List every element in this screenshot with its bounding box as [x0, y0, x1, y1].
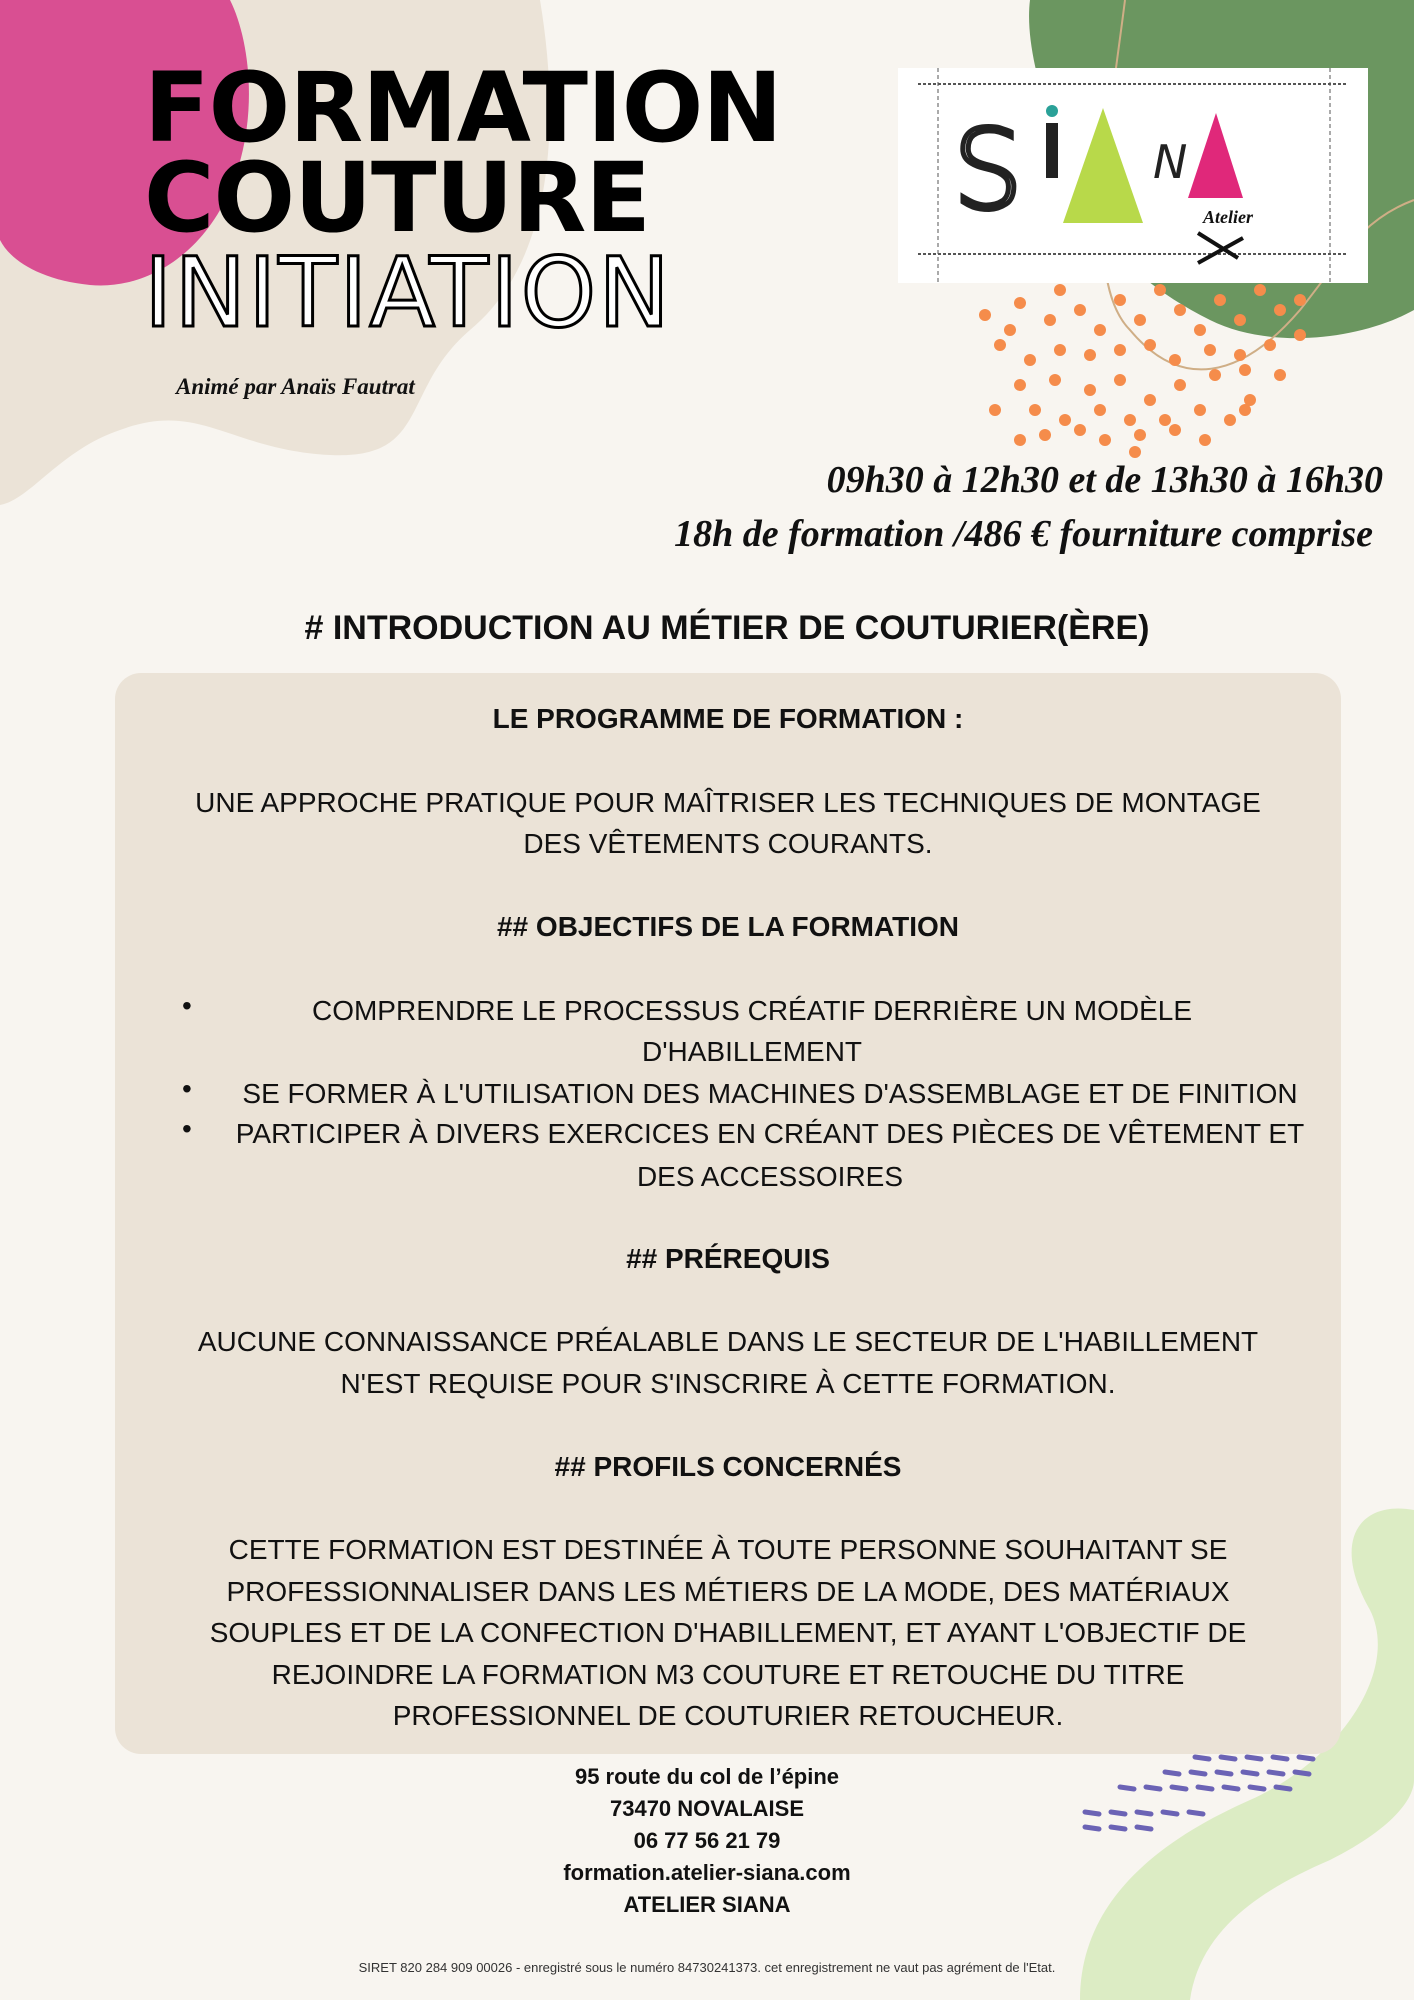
orange-dot: [1194, 404, 1206, 416]
siana-logo: [898, 68, 1368, 283]
orange-dot: [1134, 429, 1146, 441]
contact-website[interactable]: formation.atelier-siana.com: [563, 1860, 851, 1885]
orange-dot: [1129, 446, 1141, 458]
orange-dot: [1174, 304, 1186, 316]
orange-dot: [989, 404, 1001, 416]
purple-dash: [1273, 1757, 1287, 1759]
profiles-text: PROFESSIONNEL DE COUTURIER RETOUCHEUR.: [392, 1700, 1064, 1731]
orange-dot: [1074, 424, 1086, 436]
purple-dash: [1195, 1757, 1209, 1759]
orange-dot: [1174, 379, 1186, 391]
orange-dot: [1084, 349, 1096, 361]
orange-dot: [1274, 369, 1286, 381]
orange-dot: [1049, 374, 1061, 386]
orange-dot: [1239, 364, 1251, 376]
orange-dot: [1199, 434, 1211, 446]
orange-dot: [1234, 314, 1246, 326]
orange-dot: [1044, 314, 1056, 326]
profiles-text: PROFESSIONNALISER DANS LES MÉTIERS DE LA MODE, DES MATÉRIAUX: [226, 1576, 1230, 1607]
main-heading: # INTRODUCTION AU MÉTIER DE COUTURIER(ÈRE): [304, 609, 1150, 647]
contact-company: ATELIER SIANA: [623, 1892, 791, 1917]
orange-dot: [1274, 304, 1286, 316]
orange-dot: [1264, 339, 1276, 351]
schedule-hours: 09h30 à 12h30 et de 13h30 à 16h30: [826, 459, 1383, 501]
profiles-title: ## PROFILS CONCERNÉS: [554, 1451, 902, 1482]
objective-item: D'HABILLEMENT: [641, 1036, 863, 1067]
orange-dot: [1094, 324, 1106, 336]
prereq-title: ## PRÉREQUIS: [626, 1243, 830, 1274]
orange-dot: [1144, 339, 1156, 351]
svg-text:Atelier: Atelier: [1203, 207, 1253, 227]
orange-dot: [1154, 284, 1166, 296]
orange-dot: [1084, 384, 1096, 396]
orange-dot: [1059, 414, 1071, 426]
orange-dot: [1209, 369, 1221, 381]
objective-item: DES ACCESSOIRES: [636, 1161, 904, 1192]
svg-text:N: N: [1153, 135, 1188, 189]
orange-dot: [1014, 434, 1026, 446]
contact-address: 95 route du col de l’épine: [574, 1764, 840, 1789]
orange-dot: [994, 339, 1006, 351]
orange-dot: [1024, 354, 1036, 366]
orange-dot: [1294, 294, 1306, 306]
orange-dot: [1099, 434, 1111, 446]
orange-dot: [1294, 329, 1306, 341]
bullet: •: [182, 1113, 192, 1144]
prereq-text: AUCUNE CONNAISSANCE PRÉALABLE DANS LE SECTEUR DE L'HABILLEMENT: [197, 1326, 1259, 1357]
orange-dot: [1014, 379, 1026, 391]
objective-item: SE FORMER À L'UTILISATION DES MACHINES D'ASSEMBLAGE ET DE FINITION: [242, 1078, 1298, 1109]
bullet: •: [182, 990, 192, 1021]
orange-dot: [1039, 429, 1051, 441]
schedule-price: 18h de formation /486 € fourniture comprise: [674, 513, 1373, 555]
contact-city: 73470 NOVALAISE: [609, 1796, 804, 1821]
orange-dot: [1094, 404, 1106, 416]
orange-dot: [1004, 324, 1016, 336]
orange-dot: [979, 309, 991, 321]
title-initiation: INITIATION: [144, 237, 672, 349]
orange-dot: [1224, 414, 1236, 426]
objectives-title: ## OBJECTIFS DE LA FORMATION: [496, 911, 960, 942]
orange-dot: [1169, 424, 1181, 436]
orange-dot: [1114, 374, 1126, 386]
orange-dot: [1239, 404, 1251, 416]
orange-dot: [1134, 314, 1146, 326]
title-couture: COUTURE: [144, 142, 650, 254]
profiles-text: CETTE FORMATION EST DESTINÉE À TOUTE PERSONNE SOUHAITANT SE: [228, 1534, 1228, 1565]
prereq-text: N'EST REQUISE POUR S'INSCRIRE À CETTE FORMATION.: [340, 1368, 1116, 1399]
orange-dot: [1124, 414, 1136, 426]
program-intro: DES VÊTEMENTS COURANTS.: [523, 828, 933, 859]
orange-dot: [1114, 344, 1126, 356]
orange-dot: [1254, 284, 1266, 296]
profiles-text: REJOINDRE LA FORMATION M3 COUTURE ET RETOUCHE DU TITRE: [271, 1659, 1185, 1690]
orange-dot: [1074, 304, 1086, 316]
orange-dot: [1204, 344, 1216, 356]
objective-item: PARTICIPER À DIVERS EXERCICES EN CRÉANT DES PIÈCES DE VÊTEMENT ET: [235, 1118, 1305, 1149]
purple-dash: [1247, 1757, 1261, 1759]
orange-dot: [1194, 324, 1206, 336]
legal-notice: SIRET 820 284 909 00026 - enregistré sous le numéro 84730241373. cet enregistrement ne vaut pas agrément de l'Etat.: [358, 1960, 1056, 1975]
objective-item: COMPRENDRE LE PROCESSUS CRÉATIF DERRIÈRE UN MODÈLE: [311, 995, 1193, 1026]
orange-dot: [1234, 349, 1246, 361]
orange-dot: [1114, 294, 1126, 306]
bullet: •: [182, 1073, 192, 1104]
orange-dot: [1014, 297, 1026, 309]
program-title: LE PROGRAMME DE FORMATION :: [492, 703, 964, 734]
orange-dot: [1054, 284, 1066, 296]
profiles-text: SOUPLES ET DE LA CONFECTION D'HABILLEMENT, ET AYANT L'OBJECTIF DE: [209, 1617, 1247, 1648]
orange-dot: [1169, 354, 1181, 366]
orange-dot: [1054, 344, 1066, 356]
purple-dash: [1221, 1757, 1235, 1759]
title-formation: FORMATION: [144, 52, 782, 164]
purple-dash: [1299, 1757, 1313, 1759]
instructor: Animé par Anaïs Fautrat: [176, 374, 415, 399]
orange-dot: [1214, 294, 1226, 306]
contact-phone[interactable]: 06 77 56 21 79: [633, 1828, 781, 1853]
program-intro: UNE APPROCHE PRATIQUE POUR MAÎTRISER LES TECHNIQUES DE MONTAGE: [195, 787, 1261, 818]
orange-dot: [1159, 414, 1171, 426]
svg-text:S: S: [953, 106, 1023, 234]
orange-dot: [1029, 404, 1041, 416]
orange-dot: [1144, 394, 1156, 406]
